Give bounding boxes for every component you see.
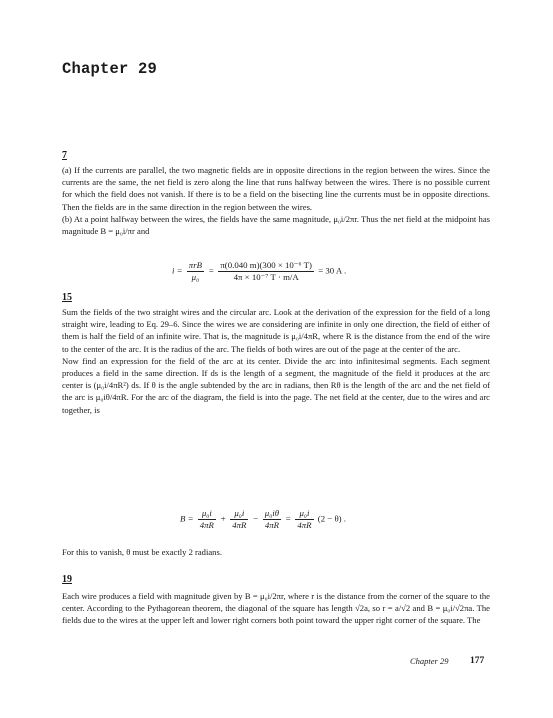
section-19-text: Each wire produces a field with magnitude given by B = μ₀i/2πr, where r is the distance from the corner of the square to the center. According to the Pythagorean theorem, the diagonal of the square has length √2a, so r = a/√2 and B = μ₀i/√2πa. The fields due to the wires at the upper left and lower right corners both point toward the upper right corner of the square. The <box>62 591 490 626</box>
section-number-7: 7 <box>62 150 67 161</box>
eq2-term3-den: 4πR <box>264 520 279 530</box>
section-7-part-a: (a) If the currents are parallel, the two magnetic fields are in opposite directions in the region between the wires. Since the currents are the same, the net field is zero along the line that runs halfway between the wires. There is no possible current for which the field does not vanish. If there is to be a field on the bisecting line the currents must be in opposite directions. Then the fields are in the same direction in the region between the wires. <box>62 165 490 212</box>
page-number: 177 <box>470 656 485 666</box>
eq-result: = 30 A . <box>318 265 347 276</box>
eq2-term1-den: 4πR <box>199 520 214 530</box>
section-15-text <box>62 306 490 416</box>
eq2-term-3 <box>263 508 281 531</box>
eq-frac2-den: 4π × 10⁻⁷ T · m/A <box>233 272 299 282</box>
section-15-para-2: Now find an expression for the field of the arc at its center. Divide the arc into infinitesimal segments. Each segment produces a field in the same direction. If ds is the length of a segment, the magnitude of the field it produces at the arc center is (μ₀i/4πR²) ds. If θ is the angle subtended by the arc in radians, then Rθ is the length of the arc and the net field of the arc is μ₀iθ/4πR. For the arc of the diagram, the field is into the page. The net field at the center, due to the wires and arc together, is <box>62 355 490 415</box>
eq-fraction-2 <box>218 260 314 283</box>
eq2-equals: = <box>285 513 292 524</box>
eq-frac2-num: π(0.040 m)(300 × 10⁻⁶ T) <box>220 260 312 270</box>
eq2-term-1 <box>198 508 216 531</box>
eq2-plus: + <box>220 513 227 524</box>
eq-frac1-den: μ₀ <box>191 272 200 282</box>
eq2-term-4 <box>295 508 313 531</box>
eq2-term4-den: 4πR <box>297 520 312 530</box>
equation-net-field <box>180 508 346 531</box>
section-7-part-b: (b) At a point halfway between the wires, the fields have the same magnitude, μ₀i/2πr. Thus the net field at the midpoint has magnitude B = μ₀i/πr and <box>62 213 490 237</box>
eq2-term-2 <box>230 508 248 531</box>
eq-fraction-1 <box>187 260 204 283</box>
eq2-term3-num: μ₀iθ <box>264 508 280 518</box>
equation-current <box>172 260 346 283</box>
section-number-15: 15 <box>62 292 72 303</box>
chapter-title: Chapter 29 <box>62 60 158 78</box>
footer-chapter: Chapter 29 <box>410 656 449 666</box>
section-15-para-1: Sum the fields of the two straight wires and the circular arc. Look at the derivation of the expression for the field of a long straight wire, leading to Eq. 29–6. Since the wires we are considering are infinite in only one direction, the field of either of them is half the field of an infinite wire. That is, the magnitude is μ₀i/4πR, where R is the distance from the end of the wire to the center of the arc. It is the radius of the arc. The fields of both wires are out of the page at the center of the arc. <box>62 307 490 354</box>
eq2-tail: (2 − θ) . <box>317 513 346 524</box>
eq2-minus: − <box>252 513 259 524</box>
eq-equals: = <box>208 265 215 276</box>
section-number-19: 19 <box>62 574 72 585</box>
eq2-term4-num: μ₀i <box>295 508 313 520</box>
eq2-term2-den: 4πR <box>232 520 247 530</box>
eq-frac1-num: πrB <box>188 260 203 270</box>
section-7-text <box>62 164 490 237</box>
eq2-term2-num: μ₀i <box>230 508 248 520</box>
section-15-conclusion: For this to vanish, θ must be exactly 2 radians. <box>62 547 222 557</box>
eq-lhs: i = <box>172 265 183 276</box>
eq2-term1-num: μ₀i <box>198 508 216 520</box>
eq2-lhs: B = <box>180 513 194 524</box>
